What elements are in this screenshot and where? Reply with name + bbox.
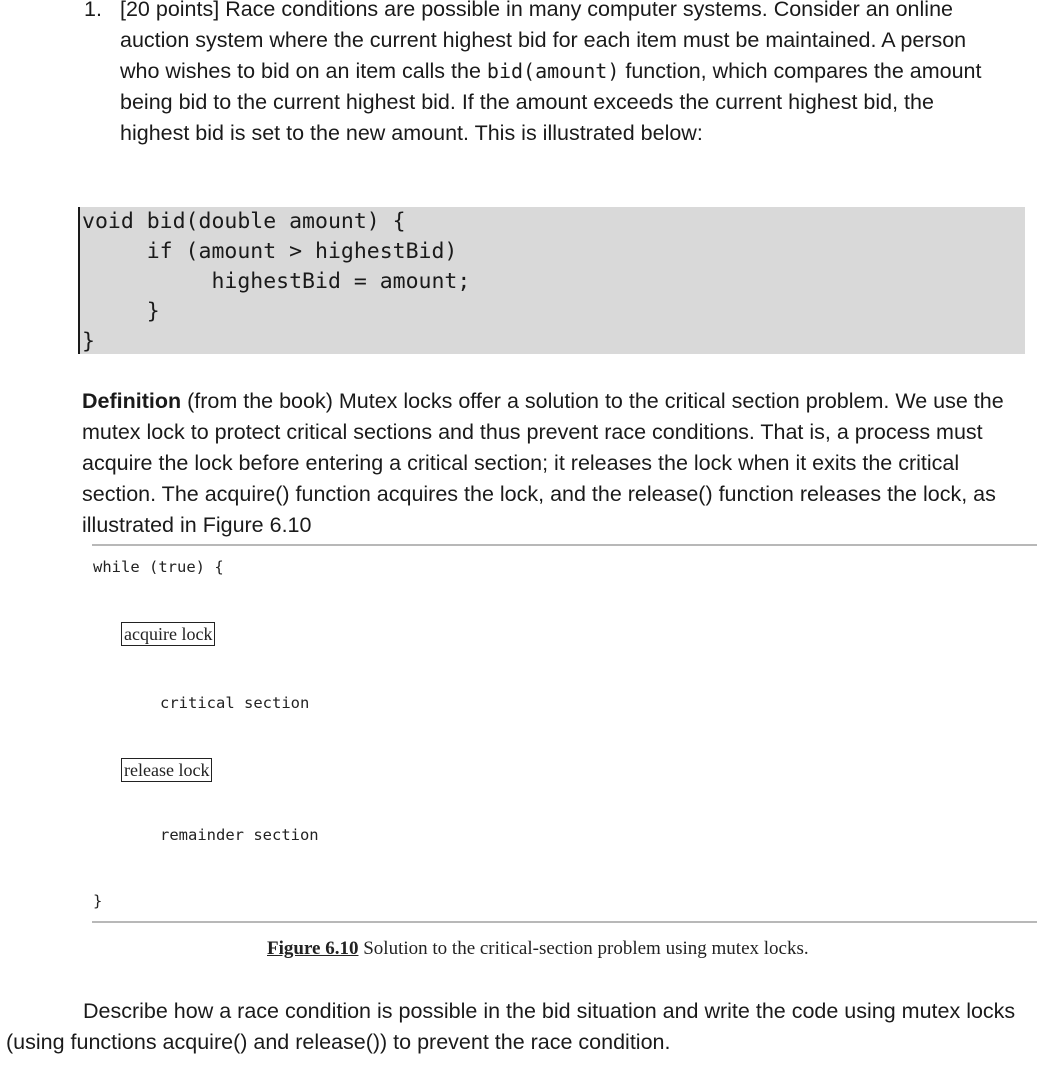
definition-text: (from the book) Mutex locks offer a solution to the critical section problem. We use the mutex lock to protect critical sections and thus prevent race conditions. That is, a process must acquire the lock before entering a critical section; it releases the lock when it exits the critical section. The acquire() function acquires the lock, and the release() function releases the lock, as illustrated in Figure 6.10 [82, 389, 1004, 537]
figure-critical-section: critical section [160, 694, 310, 712]
code-listing [78, 207, 1025, 354]
figure-release-lock-box: release lock [121, 758, 212, 782]
figure-acquire-lock-box: acquire lock [121, 622, 215, 646]
inline-code-bid: bid(amount) [486, 59, 620, 83]
figure-bottom-rule [92, 921, 1037, 923]
question-intro: Race conditions are possible in many computer systems. Consider an online auction system where the current highest bid for each item must be maintained. A person who wishes to bid on an item calls the [120, 0, 967, 83]
figure-caption-label: Figure 6.10 [267, 938, 359, 959]
code-line: } [82, 299, 160, 324]
figure-caption [267, 938, 809, 960]
question-text [120, 0, 1000, 149]
question-points: [20 points] [120, 0, 220, 21]
question-number: 1. [84, 0, 102, 21]
figure-while-line: while (true) { [93, 558, 224, 576]
figure-top-rule [92, 544, 1037, 546]
figure-closing-brace: } [93, 892, 103, 910]
code-closing-brace: } [82, 329, 95, 354]
code-line: highestBid = amount; [82, 269, 471, 294]
question-intro-cont: function, which compares the amount being bid to the current highest bid. If the amount exceeds the current highest bid, the highest bid is set to the new amount. This is illustrated below: [120, 59, 982, 145]
code-line: if (amount > highestBid) [82, 239, 458, 264]
task-paragraph [6, 996, 1026, 1058]
figure-caption-text: Solution to the critical-section problem using mutex locks. [363, 938, 809, 959]
definition-paragraph [82, 386, 1022, 541]
code-left-rule [78, 207, 80, 354]
task-text: Describe how a race condition is possible in the bid situation and write the code using mutex locks (using functions acquire() and release()) to prevent the race condition. [6, 999, 1016, 1054]
figure-remainder-section: remainder section [160, 826, 319, 844]
code-lines [82, 207, 470, 327]
code-line: void bid(double amount) { [82, 209, 406, 234]
definition-label: Definition [82, 389, 182, 413]
